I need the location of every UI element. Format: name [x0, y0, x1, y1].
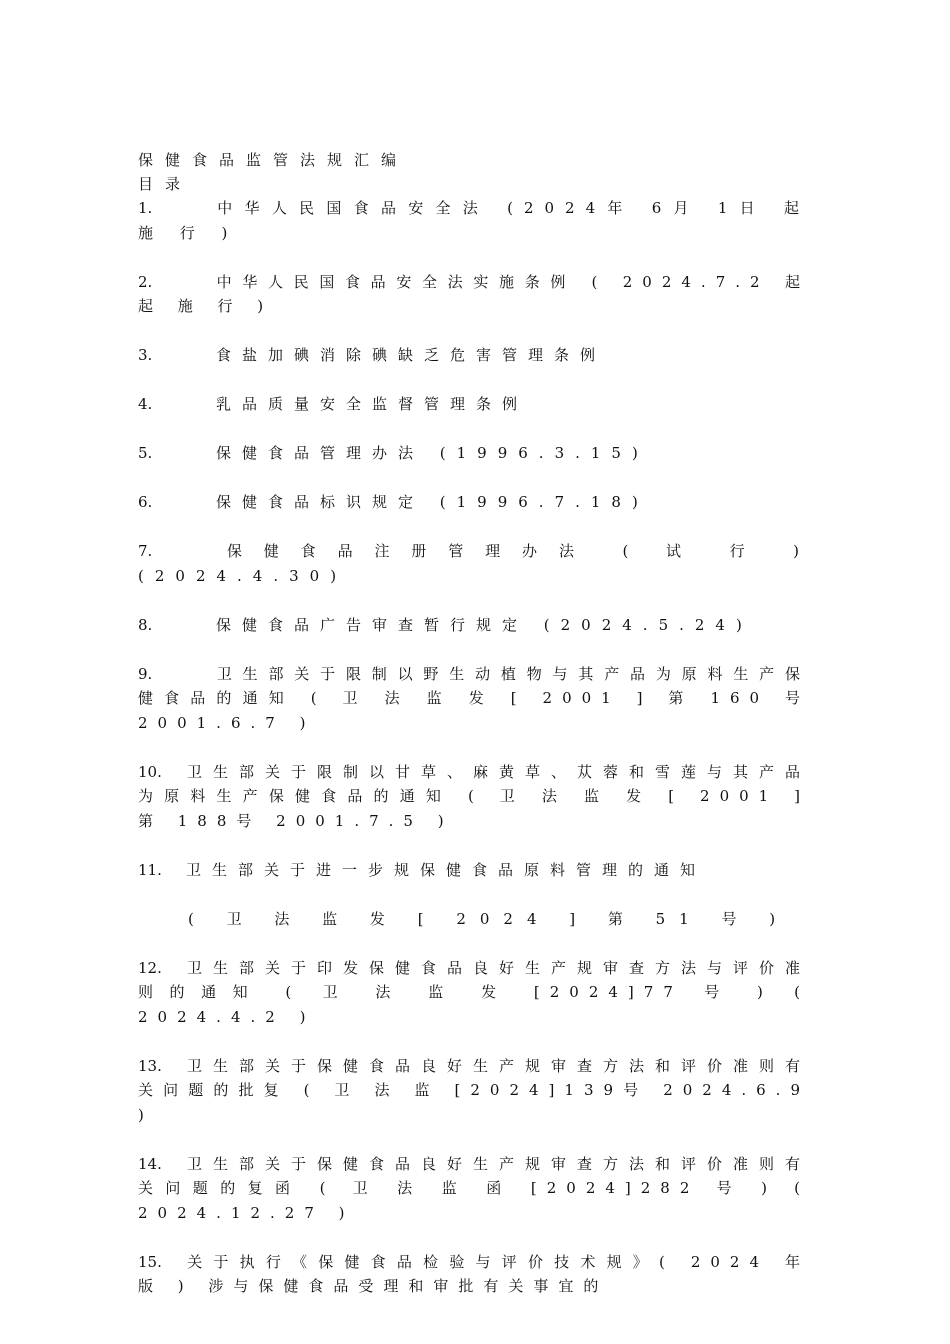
toc-item-number: 5.	[138, 444, 153, 462]
toc-item-15	[138, 1250, 810, 1299]
toc-item-10	[138, 760, 810, 834]
toc-item-text: 食盐加碘消除碘缺乏危害管理条例	[216, 346, 607, 364]
toc-item-text: 乳品质量安全监督管理条例	[216, 395, 529, 413]
toc-item-text: 保健食品广告审查暂行规定 (2024.5.24)	[216, 615, 753, 634]
toc-item-text: 卫生部关于进一步规保健食品原料管理的通知	[186, 860, 707, 879]
toc-item-9	[138, 662, 810, 736]
toc-item-2	[138, 270, 810, 319]
toc-item-11	[138, 858, 810, 932]
toc-item-number: 14.	[138, 1154, 162, 1173]
toc-item-text: 保健食品管理办法 (1996.3.15)	[216, 444, 649, 462]
toc-item-number: 9.	[138, 664, 153, 683]
toc-item-continuation: ( 卫 法 监 发 [ 2024 ] 第 51 号 )	[188, 909, 790, 928]
toc-item-13	[138, 1054, 810, 1128]
toc-item-4	[138, 392, 810, 417]
toc-item-number: 7.	[138, 542, 153, 560]
toc-item-number: 1.	[138, 199, 153, 217]
toc-heading: 目录	[138, 175, 193, 193]
toc-item-number: 4.	[138, 395, 153, 413]
toc-item-text: 保健食品注册管理办法 ( 试 行 ) (2024.4.30)	[138, 542, 810, 585]
toc-item-number: 13.	[138, 1056, 162, 1075]
toc-item-12	[138, 956, 810, 1030]
toc-item-text: 中华人民国食品安全法 (2024年 6月 1日 起 施 行 )	[138, 199, 810, 242]
toc-item-1	[138, 196, 810, 245]
toc-item-14	[138, 1152, 810, 1226]
toc-item-number: 12.	[138, 958, 162, 977]
document-page	[138, 148, 810, 1323]
toc-item-5	[138, 441, 810, 466]
toc-item-text: 卫生部关于保健食品良好生产规审查方法和评价准则有关问题的复函 ( 卫 法 监 函 [2024]282 号 ) ( 2024.12.27 )	[138, 1154, 810, 1222]
toc-item-text: 关于执行《保健食品检验与评价技术规》( 2024 年 版 ) 涉与保健食品受理和审批有关事宜的	[138, 1252, 810, 1295]
toc-item-7	[138, 539, 810, 588]
toc-item-number: 2.	[138, 272, 153, 291]
toc-item-text: 卫生部关于印发保健食品良好生产规审查方法与评价准则的通知 ( 卫 法 监 发 [2024]77 号 ) ( 2024.4.2 )	[138, 958, 810, 1026]
toc-item-text: 保健食品标识规定 (1996.7.18)	[216, 493, 649, 511]
toc-item-text: 卫生部关于保健食品良好生产规审查方法和评价准则有关问题的批复 ( 卫 法 监 [2024]139号 2024.6.9 )	[138, 1056, 810, 1124]
toc-item-number: 15.	[138, 1252, 162, 1271]
toc-item-text: 卫生部关于限制以野生动植物与其产品为原料生产保健食品的通知 ( 卫 法 监 发 [ 2001 ] 第 160 号 2001.6.7 )	[138, 664, 810, 732]
toc-item-number: 10.	[138, 762, 162, 781]
toc-item-number: 11.	[138, 860, 162, 879]
toc-item-number: 8.	[138, 615, 153, 634]
toc-item-number: 6.	[138, 493, 153, 511]
toc-item-3	[138, 343, 810, 368]
toc-item-text: 中华人民国食品安全法实施条例 ( 2024.7.2 起 起 施 行 )	[138, 272, 810, 315]
toc-item-8	[138, 613, 810, 638]
document-title: 保健食品监管法规汇编	[138, 151, 409, 169]
toc-item-number: 3.	[138, 346, 153, 364]
toc-item-6	[138, 490, 810, 515]
toc-item-text: 卫生部关于限制以甘草、麻黄草、苁蓉和雪莲与其产品为原料生产保健食品的通知 ( 卫 法 监 发 [ 2001 ] 第 188号 2001.7.5 )	[138, 762, 810, 830]
